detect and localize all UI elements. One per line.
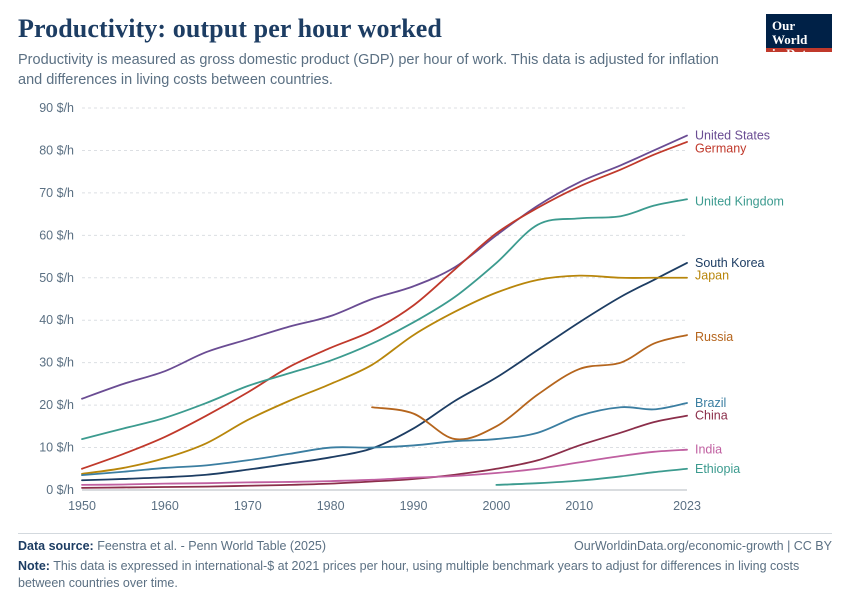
y-axis-tick-label: 70 $/h xyxy=(39,185,74,200)
series-line xyxy=(496,469,687,485)
series-japan[interactable] xyxy=(82,269,729,474)
series-label[interactable]: United Kingdom xyxy=(695,194,784,209)
data-source-text: Feenstra et al. - Penn World Table (2025) xyxy=(97,539,327,554)
series-label[interactable]: Ethiopia xyxy=(695,461,741,476)
y-axis-tick-label: 50 $/h xyxy=(39,270,74,285)
series-south-korea[interactable] xyxy=(82,256,765,480)
note-label: Note: xyxy=(18,559,50,574)
chart-header xyxy=(18,14,832,90)
series-label[interactable]: Brazil xyxy=(695,395,727,410)
chart-note xyxy=(18,558,818,592)
series-germany[interactable] xyxy=(82,141,747,468)
series-russia[interactable] xyxy=(372,330,733,439)
owid-logo[interactable] xyxy=(766,14,832,61)
series-line xyxy=(372,335,687,439)
data-source-label: Data source: xyxy=(18,539,94,554)
chart-footer xyxy=(18,533,832,592)
x-axis-tick-label: 2010 xyxy=(565,499,594,513)
series-label[interactable]: China xyxy=(695,408,728,423)
y-axis-tick-label: 80 $/h xyxy=(39,143,74,158)
x-axis-tick-label: 1980 xyxy=(316,499,345,513)
page-title: Productivity: output per hour worked xyxy=(18,14,442,43)
owid-logo-line1: Our World xyxy=(772,18,808,47)
owid-logo-line2: in Data xyxy=(772,46,813,61)
series-label[interactable]: Japan xyxy=(695,268,730,283)
x-axis-tick-label: 2000 xyxy=(482,499,511,513)
series-brazil[interactable] xyxy=(82,396,726,475)
owid-link[interactable]: OurWorldinData.org/economic-growth | CC BY xyxy=(574,539,832,554)
series-india[interactable] xyxy=(82,443,722,485)
series-line xyxy=(82,403,687,475)
y-axis-tick-label: 20 $/h xyxy=(39,398,74,413)
y-axis-tick-label: 60 $/h xyxy=(39,228,74,243)
y-axis-tick-label: 40 $/h xyxy=(39,313,74,328)
x-axis-tick-label: 2023 xyxy=(673,499,701,513)
series-label[interactable]: South Korea xyxy=(695,255,765,270)
series-label[interactable]: India xyxy=(695,442,723,457)
series-united-states[interactable] xyxy=(82,129,770,399)
x-axis-tick-label: 1970 xyxy=(233,499,262,513)
series-line xyxy=(82,136,687,399)
footer-divider xyxy=(18,533,832,534)
chart-subtitle: Productivity is measured as gross domestic product (GDP) per hour of work. This data is adjusted for inflation and differences in living costs between countries. xyxy=(18,52,719,88)
y-axis-tick-label: 10 $/h xyxy=(39,440,74,455)
series-label[interactable]: Germany xyxy=(695,141,747,156)
series-ethiopia[interactable] xyxy=(496,462,740,485)
x-axis-tick-label: 1960 xyxy=(150,499,179,513)
chart-plot-area[interactable] xyxy=(18,100,832,520)
series-label[interactable]: Russia xyxy=(695,330,734,345)
x-axis-tick-label: 1990 xyxy=(399,499,428,513)
series-united-kingdom[interactable] xyxy=(82,194,784,439)
y-axis-tick-label: 0 $/h xyxy=(46,483,74,497)
data-source xyxy=(18,539,326,553)
line-chart-svg xyxy=(18,100,832,520)
y-axis-tick-label: 30 $/h xyxy=(39,355,74,370)
note-text: This data is expressed in international-$ at 2021 prices per hour, using multiple benchmark years to adjust for differences in living costs between countries over time. xyxy=(18,559,800,591)
series-line xyxy=(82,142,687,469)
y-axis-tick-label: 90 $/h xyxy=(39,101,74,115)
series-label[interactable]: United States xyxy=(695,128,771,143)
x-axis-tick-label: 1950 xyxy=(68,499,96,513)
